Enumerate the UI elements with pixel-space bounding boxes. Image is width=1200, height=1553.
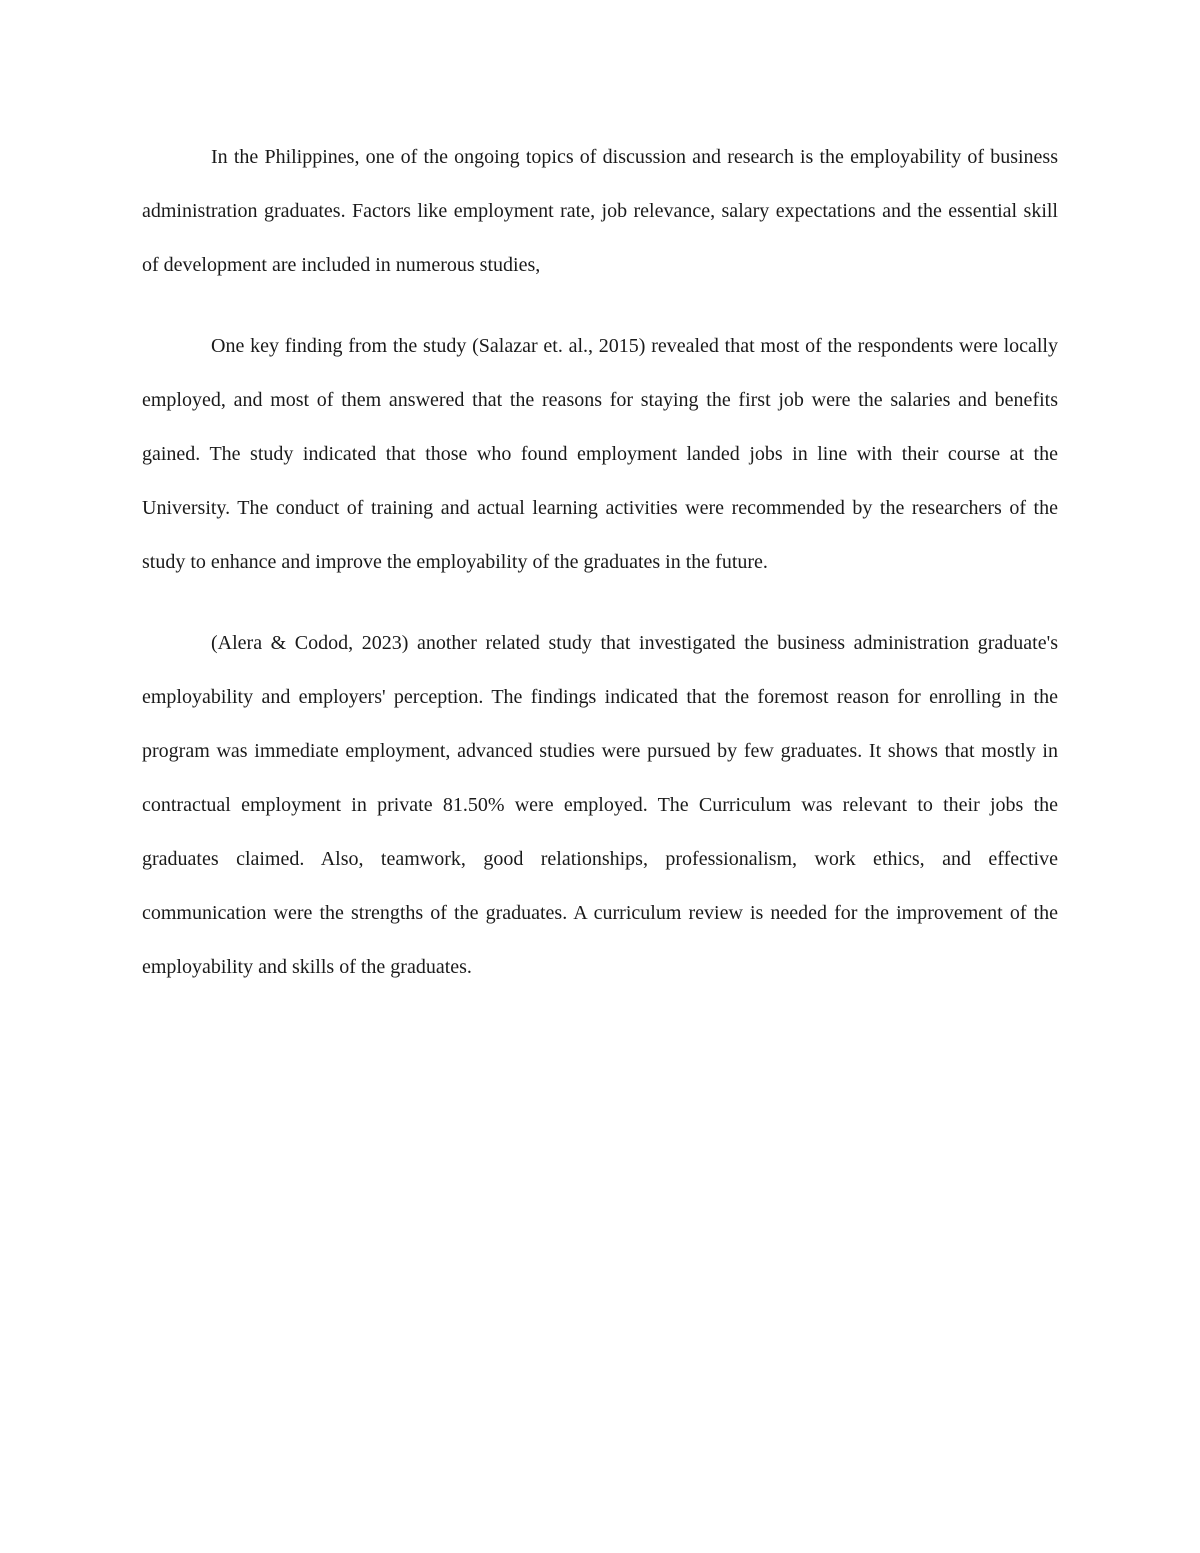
paragraph-philippines-employability: In the Philippines, one of the ongoing topics of discussion and research is the employability of business administration graduates. Factors like employment rate, job relevance, salary expectations and the essential skill of development are included in numerous studies, (142, 146, 1058, 276)
paragraph-salazar-study: One key finding from the study (Salazar et. al., 2015) revealed that most of the respondents were locally employed, and most of them answered that the reasons for staying the first job were the salaries and benefits gained. The study indicated that those who found employment landed jobs in line with their course at the University. The conduct of training and actual learning activities were recommended by the researchers of the study to enhance and improve the employability of the graduates in the future. (142, 335, 1058, 573)
document-body (142, 130, 1058, 1021)
paragraph-alera-codod-study: (Alera & Codod, 2023) another related study that investigated the business administration graduate's employability and employers' perception. The findings indicated that the foremost reason for enrolling in the program was immediate employment, advanced studies were pursued by few graduates. It shows that mostly in contractual employment in private 81.50% were employed. The Curriculum was relevant to their jobs the graduates claimed. Also, teamwork, good relationships, professionalism, work ethics, and effective communication were the strengths of the graduates. A curriculum review is needed for the improvement of the employability and skills of the graduates. (142, 632, 1058, 978)
